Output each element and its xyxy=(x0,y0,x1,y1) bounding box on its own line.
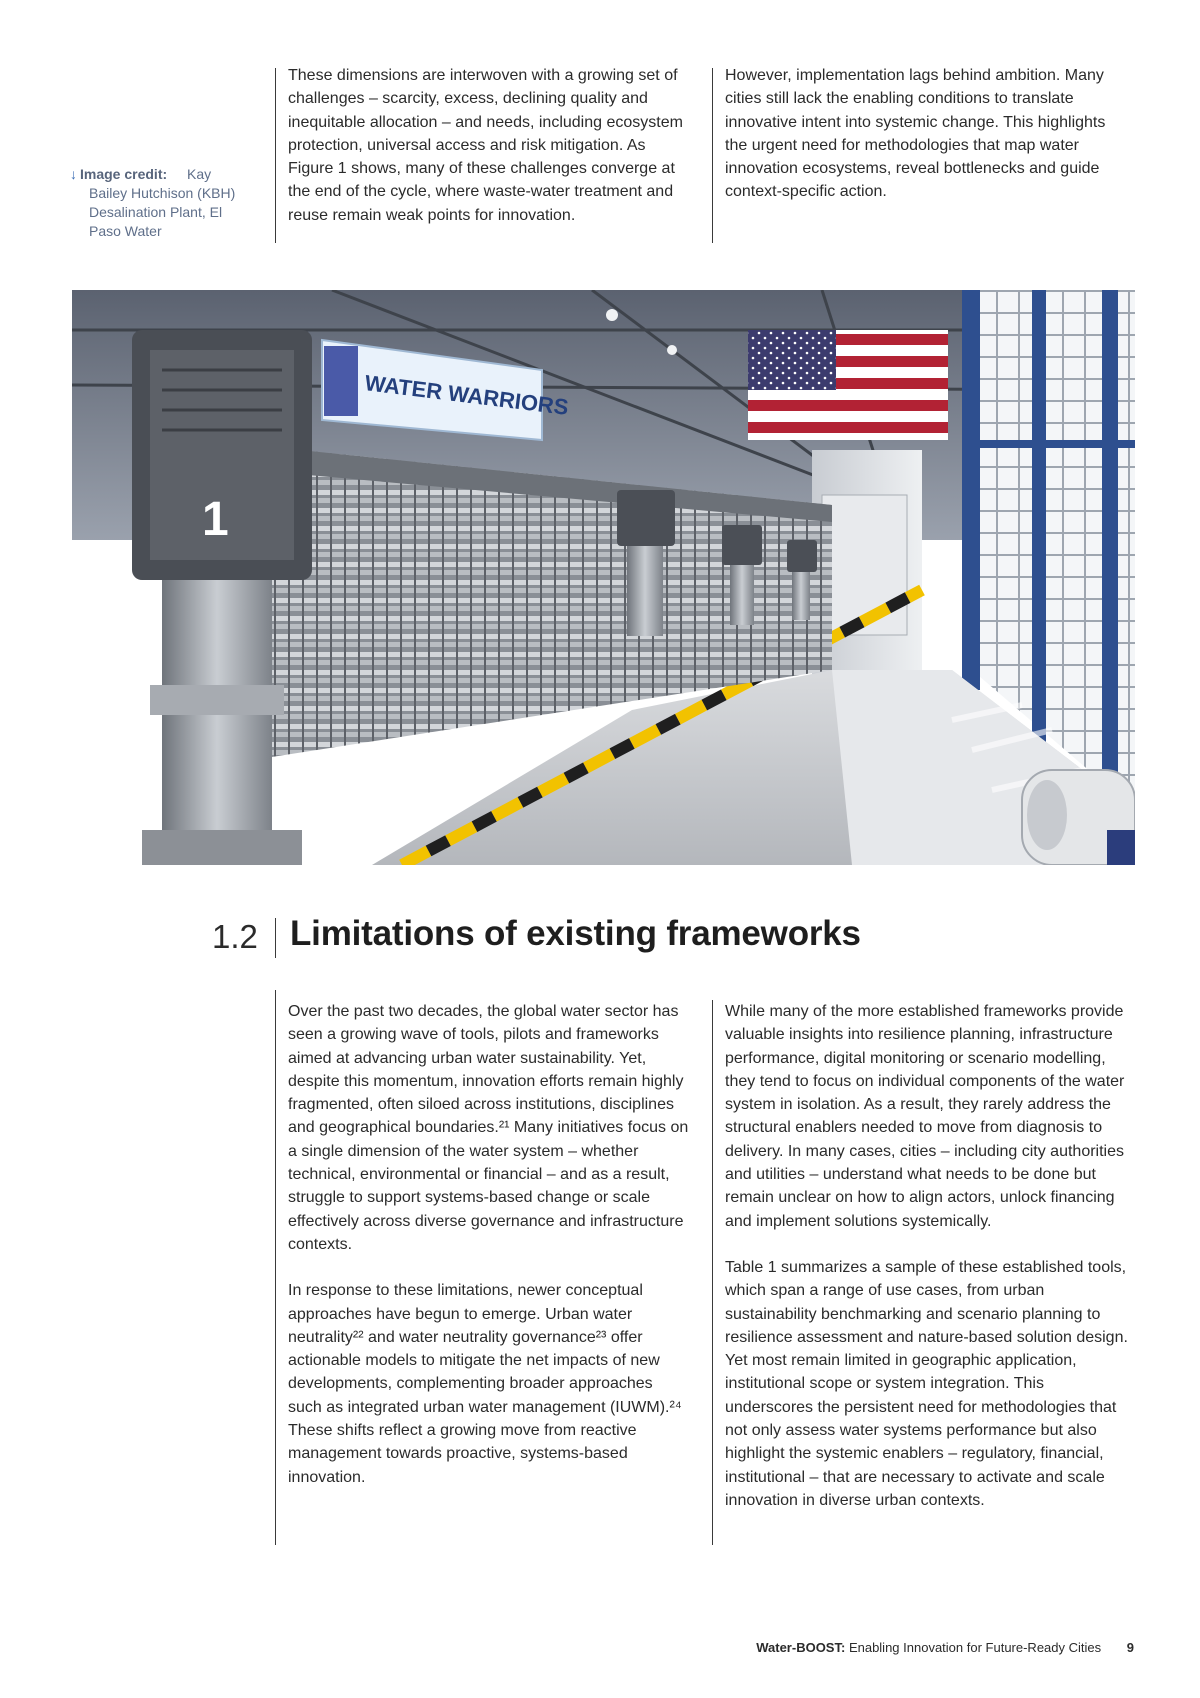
body-column-right xyxy=(725,1000,1133,1512)
banner-text: WATER WARRIORS xyxy=(363,370,570,420)
body-right-paragraph-1: While many of the more established frameworks provide valuable insights into resilience planning, infrastructure performance, digital monitoring or scenario modelling, they tend to focus on individual components of the water system in isolation. As a result, they rarely address the structural enablers needed to move from diagnosis to delivery. In many cases, cities – including city authorities and utilities – understand what needs to be done but remain unclear on how to align actors, unlock financing and implement solutions systemically. xyxy=(725,1003,1125,1230)
section-number: 1.2 xyxy=(212,918,258,955)
column-rule-intro-right xyxy=(712,68,713,243)
body-left-paragraph-1: Over the past two decades, the global water sector has seen a growing wave of tools, pilots and frameworks aimed at advancing urban water sustainability. Yet, despite this momentum, innovation efforts remain highly fragmented, often siloed across institutions, disciplines and geographical boundaries.²¹ Many initiatives focus on a single dimension of the water system – whether technical, environmental or financial – and as a result, struggle to support systems-based change or scale effectively across diverse governance and infrastructure contexts. xyxy=(288,1003,689,1253)
section-heading-rule xyxy=(275,918,276,958)
intro-column-left xyxy=(288,64,688,227)
page-number: 9 xyxy=(1126,1640,1134,1655)
body-column-left xyxy=(288,1000,690,1489)
arrow-down-icon: ↓ xyxy=(70,166,77,182)
footer-title: Enabling Innovation for Future-Ready Cities xyxy=(848,1640,1102,1655)
column-rule-body-left xyxy=(275,990,276,1545)
pump-number: 1 xyxy=(202,493,229,546)
page-footer xyxy=(756,1640,1134,1655)
section-title: Limitations of existing frameworks xyxy=(290,914,861,953)
intro-left-paragraph: These dimensions are interwoven with a growing set of challenges – scarcity, excess, declining quality and inequitable allocation – and needs, including ecosystem protection, universal access and risk mitigation. As Figure 1 shows, many of these challenges converge at the end of the cycle, where waste-water treatment and reuse remain weak points for innovation. xyxy=(288,67,683,224)
intro-column-right xyxy=(725,64,1130,204)
intro-right-paragraph: However, implementation lags behind ambition. Many cities still lack the enabling conditions to translate innovative intent into systemic change. This highlights the urgent need for methodologies that map water innovation ecosystems, reveal bottlenecks and guide context-specific action. xyxy=(725,67,1106,201)
image-caption xyxy=(70,165,240,241)
caption-text: Kay Bailey Hutchison (KBH) Desalination Plant, El Paso Water xyxy=(89,166,236,239)
footer-brand: Water-BOOST: xyxy=(756,1640,846,1655)
column-rule-body-right xyxy=(712,1000,713,1545)
body-left-paragraph-2: In response to these limitations, newer conceptual approaches have begun to emerge. Urban water neutrality²² and water neutrality governance²³ offer actionable models to mitigate the net impacts of new developments, complementing broader approaches such as integrated urban water management (IUWM).²⁴ These shifts reflect a growing move from reactive management towards proactive, systems-based innovation. xyxy=(288,1282,682,1486)
desalination-plant-photo xyxy=(72,290,1135,865)
caption-label: Image credit: xyxy=(80,166,168,182)
column-rule-intro-left xyxy=(275,68,276,243)
body-right-paragraph-2: Table 1 summarizes a sample of these established tools, which span a range of use cases, from urban sustainability benchmarking and scenario planning to resilience assessment and nature-based solution design. Yet most remain limited in geographic application, institutional scope or system integration. This underscores the persistent need for methodologies that not only assess water systems performance but also highlight the systemic enablers – regulatory, financial, institutional – that are necessary to activate and scale innovation in diverse urban contexts. xyxy=(725,1258,1128,1509)
